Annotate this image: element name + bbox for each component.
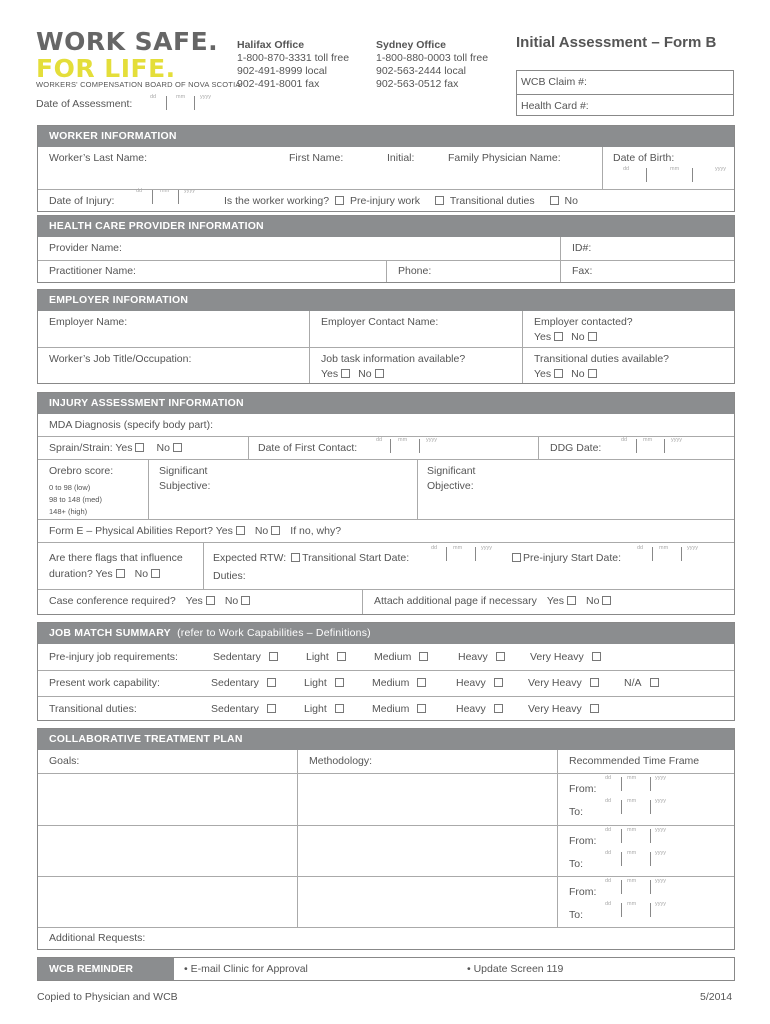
duties-field[interactable]: Duties:: [213, 570, 246, 582]
last-name-field[interactable]: Worker’s Last Name:: [49, 152, 148, 164]
from-date-field[interactable]: From:: [569, 783, 597, 795]
logo-line-2: FOR LIFE.: [36, 54, 176, 83]
job-match-option[interactable]: Medium: [372, 703, 426, 715]
attach-yes-checkbox[interactable]: [567, 596, 576, 605]
case-conf-no-checkbox[interactable]: [241, 596, 250, 605]
additional-requests-field[interactable]: Additional Requests:: [49, 932, 146, 944]
contacted-no-checkbox[interactable]: [588, 332, 597, 341]
trans-start-field[interactable]: Transitional Start Date:: [302, 552, 410, 564]
form-e-yes-checkbox[interactable]: [236, 526, 245, 535]
objective-field[interactable]: Objective:: [427, 480, 474, 492]
job-match-option[interactable]: Sedentary: [213, 651, 278, 663]
orebro-score-label: Orebro score:: [49, 465, 114, 477]
job-match-option[interactable]: Very Heavy: [528, 703, 599, 715]
flags-yes-checkbox[interactable]: [116, 569, 125, 578]
job-match-row-label: Transitional duties:: [49, 703, 137, 715]
goals-label: Goals:: [49, 755, 80, 767]
wcb-claim-field[interactable]: WCB Claim #:: [521, 76, 587, 88]
job-match-option[interactable]: Heavy: [458, 651, 505, 663]
job-match-checkbox[interactable]: [337, 652, 346, 661]
first-contact-field[interactable]: Date of First Contact:: [258, 442, 358, 454]
sprain-yes-checkbox[interactable]: [135, 443, 144, 452]
section-header: JOB MATCH SUMMARY (refer to Work Capabilities – Definitions): [38, 623, 734, 644]
job-match-checkbox[interactable]: [419, 652, 428, 661]
dob-field[interactable]: Date of Birth:: [613, 152, 675, 164]
to-date-field[interactable]: To:: [569, 909, 584, 921]
logo-line-1: WORK SAFE.: [36, 27, 219, 56]
section-header: HEALTH CARE PROVIDER INFORMATION: [38, 216, 734, 237]
form-title: Initial Assessment – Form B: [516, 34, 717, 51]
first-name-field[interactable]: First Name:: [289, 152, 344, 164]
working-checkbox[interactable]: [335, 196, 344, 205]
copied-note: Copied to Physician and WCB: [37, 991, 178, 1003]
job-match-checkbox[interactable]: [590, 704, 599, 713]
job-match-option[interactable]: Light: [304, 703, 344, 715]
to-date-field[interactable]: To:: [569, 858, 584, 870]
wcb-reminder: [37, 957, 735, 981]
sprain-no-checkbox[interactable]: [173, 443, 182, 452]
time-frame-label: Recommended Time Frame: [569, 755, 700, 767]
mda-diagnosis-field[interactable]: MDA Diagnosis (specify body part):: [49, 419, 213, 431]
flags-no-checkbox[interactable]: [151, 569, 160, 578]
fax-field[interactable]: Fax:: [572, 265, 593, 277]
from-date-field[interactable]: From:: [569, 886, 597, 898]
case-conf-yes-checkbox[interactable]: [206, 596, 215, 605]
section-header: EMPLOYER INFORMATION: [38, 290, 734, 311]
job-match-checkbox[interactable]: [590, 678, 599, 687]
pre-start-field[interactable]: Pre-injury Start Date:: [523, 552, 622, 564]
job-match-option[interactable]: Light: [304, 677, 344, 689]
job-title-field[interactable]: Worker’s Job Title/Occupation:: [49, 353, 192, 365]
section-header: COLLABORATIVE TREATMENT PLAN: [38, 729, 734, 750]
reminder-label: WCB REMINDER: [38, 958, 174, 980]
job-match-row-label: Pre-injury job requirements:: [49, 651, 178, 663]
rtw-transitional-checkbox[interactable]: [291, 553, 300, 562]
no-checkbox[interactable]: [550, 196, 559, 205]
job-match-option[interactable]: Medium: [372, 677, 426, 689]
logo-org-name: WORKERS' COMPENSATION BOARD OF NOVA SCOTIA: [36, 80, 241, 89]
employer-name-field[interactable]: Employer Name:: [49, 316, 128, 328]
practitioner-name-field[interactable]: Practitioner Name:: [49, 265, 136, 277]
section-header: INJURY ASSESSMENT INFORMATION: [38, 393, 734, 414]
job-match-option[interactable]: Heavy: [456, 677, 503, 689]
job-match-option[interactable]: Sedentary: [211, 703, 276, 715]
employer-section: EMPLOYER INFORMATION Employer Name: Employer Contact Name: Employer contacted? Yes No Worker’s Job Title/Occupation: Job task information available? Yes No Transitional duties available? Yes No: [37, 289, 735, 384]
form-version: 5/2014: [700, 991, 733, 1003]
job-match-checkbox[interactable]: [494, 678, 503, 687]
job-match-checkbox[interactable]: [267, 678, 276, 687]
health-card-field[interactable]: Health Card #:: [517, 94, 733, 117]
subjective-field[interactable]: Subjective:: [159, 480, 211, 492]
physician-field[interactable]: Family Physician Name:: [448, 152, 561, 164]
from-date-field[interactable]: From:: [569, 835, 597, 847]
job-match-option[interactable]: Medium: [374, 651, 428, 663]
job-match-row-label: Present work capability:: [49, 677, 160, 689]
form-e-no-checkbox[interactable]: [271, 526, 280, 535]
contacted-yes-checkbox[interactable]: [554, 332, 563, 341]
job-match-checkbox[interactable]: [496, 652, 505, 661]
provider-section: [37, 215, 735, 283]
phone-field[interactable]: Phone:: [398, 265, 432, 277]
reminder-item-email: • E-mail Clinic for Approval: [184, 963, 308, 975]
job-match-option[interactable]: Light: [306, 651, 346, 663]
employer-contact-field[interactable]: Employer Contact Name:: [321, 316, 439, 328]
job-match-option[interactable]: Very Heavy: [530, 651, 601, 663]
injury-section: INJURY ASSESSMENT INFORMATION MDA Diagnosis (specify body part): Sprain/Strain: Yes No Date of First Contact: dd mm yyyy DDG Date: dd mm yyyy Orebro score: 0 to 98 (low) 98 to 148 (med) 148+ (high) Significant Subjective: Significant Objective: Form E – Physical Abilities Report? Yes No If no, why? Are there flags that influence duration? Yes No Expected RTW: Transitional Start Date: dd mm yyyy Pre-injury Start Date: dd mm yyyy Duties: Case conference required? Yes No Attach additional page if necessary Yes No: [37, 392, 735, 615]
job-match-checkbox[interactable]: [417, 678, 426, 687]
provider-id-field[interactable]: ID#:: [572, 242, 592, 254]
trans-avail-yes-checkbox[interactable]: [554, 369, 563, 378]
job-match-checkbox[interactable]: [269, 652, 278, 661]
methodology-label: Methodology:: [309, 755, 373, 767]
job-match-option[interactable]: Sedentary: [211, 677, 276, 689]
to-date-field[interactable]: To:: [569, 806, 584, 818]
rtw-pre-injury-checkbox[interactable]: [512, 553, 521, 562]
date-of-assessment-label: Date of Assessment:: [36, 98, 133, 110]
ddg-date-field[interactable]: DDG Date:: [550, 442, 602, 454]
job-task-yes-checkbox[interactable]: [341, 369, 350, 378]
job-match-checkbox[interactable]: [494, 704, 503, 713]
attach-no-checkbox[interactable]: [602, 596, 611, 605]
halifax-office: Halifax Office 1-800-870-3331 toll free 902-491-8999 local 902-491-8001 fax: [237, 39, 350, 90]
job-match-checkbox[interactable]: [592, 652, 601, 661]
initial-field[interactable]: Initial:: [387, 152, 415, 164]
job-match-checkbox[interactable]: [417, 704, 426, 713]
provider-name-field[interactable]: Provider Name:: [49, 242, 122, 254]
job-match-section: [37, 622, 735, 721]
job-match-option[interactable]: N/A: [624, 677, 659, 689]
claim-box: [516, 70, 734, 116]
treatment-section: COLLABORATIVE TREATMENT PLAN Goals: Methodology: Recommended Time Frame From: dd mm yyyy To: dd mm yyyy From: dd mm yyyy To: dd mm yyyy From: dd mm yyyy To: dd mm yyyy Additional Requests:: [37, 728, 735, 950]
job-match-checkbox[interactable]: [267, 704, 276, 713]
worker-working-question: Is the worker working? Pre-injury work Transitional duties No: [224, 195, 578, 207]
reminder-item-update: • Update Screen 119: [467, 963, 564, 975]
job-match-option[interactable]: Very Heavy: [528, 677, 599, 689]
job-task-no-checkbox[interactable]: [375, 369, 384, 378]
section-header: WORKER INFORMATION: [38, 126, 734, 147]
job-match-checkbox[interactable]: [650, 678, 659, 687]
sydney-office: Sydney Office 1-800-880-0003 toll free 902-563-2444 local 902-563-0512 fax: [376, 39, 489, 90]
worker-information-section: WORKER INFORMATION Worker’s Last Name: First Name: Initial: Family Physician Name: Date of Birth: dd mm yyyy Date of Injury: dd mm yyyy Is the worker working? Pre-injury work Transitional duties No: [37, 125, 735, 212]
date-of-injury-field[interactable]: Date of Injury:: [49, 195, 115, 207]
job-match-checkbox[interactable]: [335, 678, 344, 687]
trans-avail-no-checkbox[interactable]: [588, 369, 597, 378]
job-match-checkbox[interactable]: [335, 704, 344, 713]
job-match-option[interactable]: Heavy: [456, 703, 503, 715]
transitional-checkbox[interactable]: [435, 196, 444, 205]
